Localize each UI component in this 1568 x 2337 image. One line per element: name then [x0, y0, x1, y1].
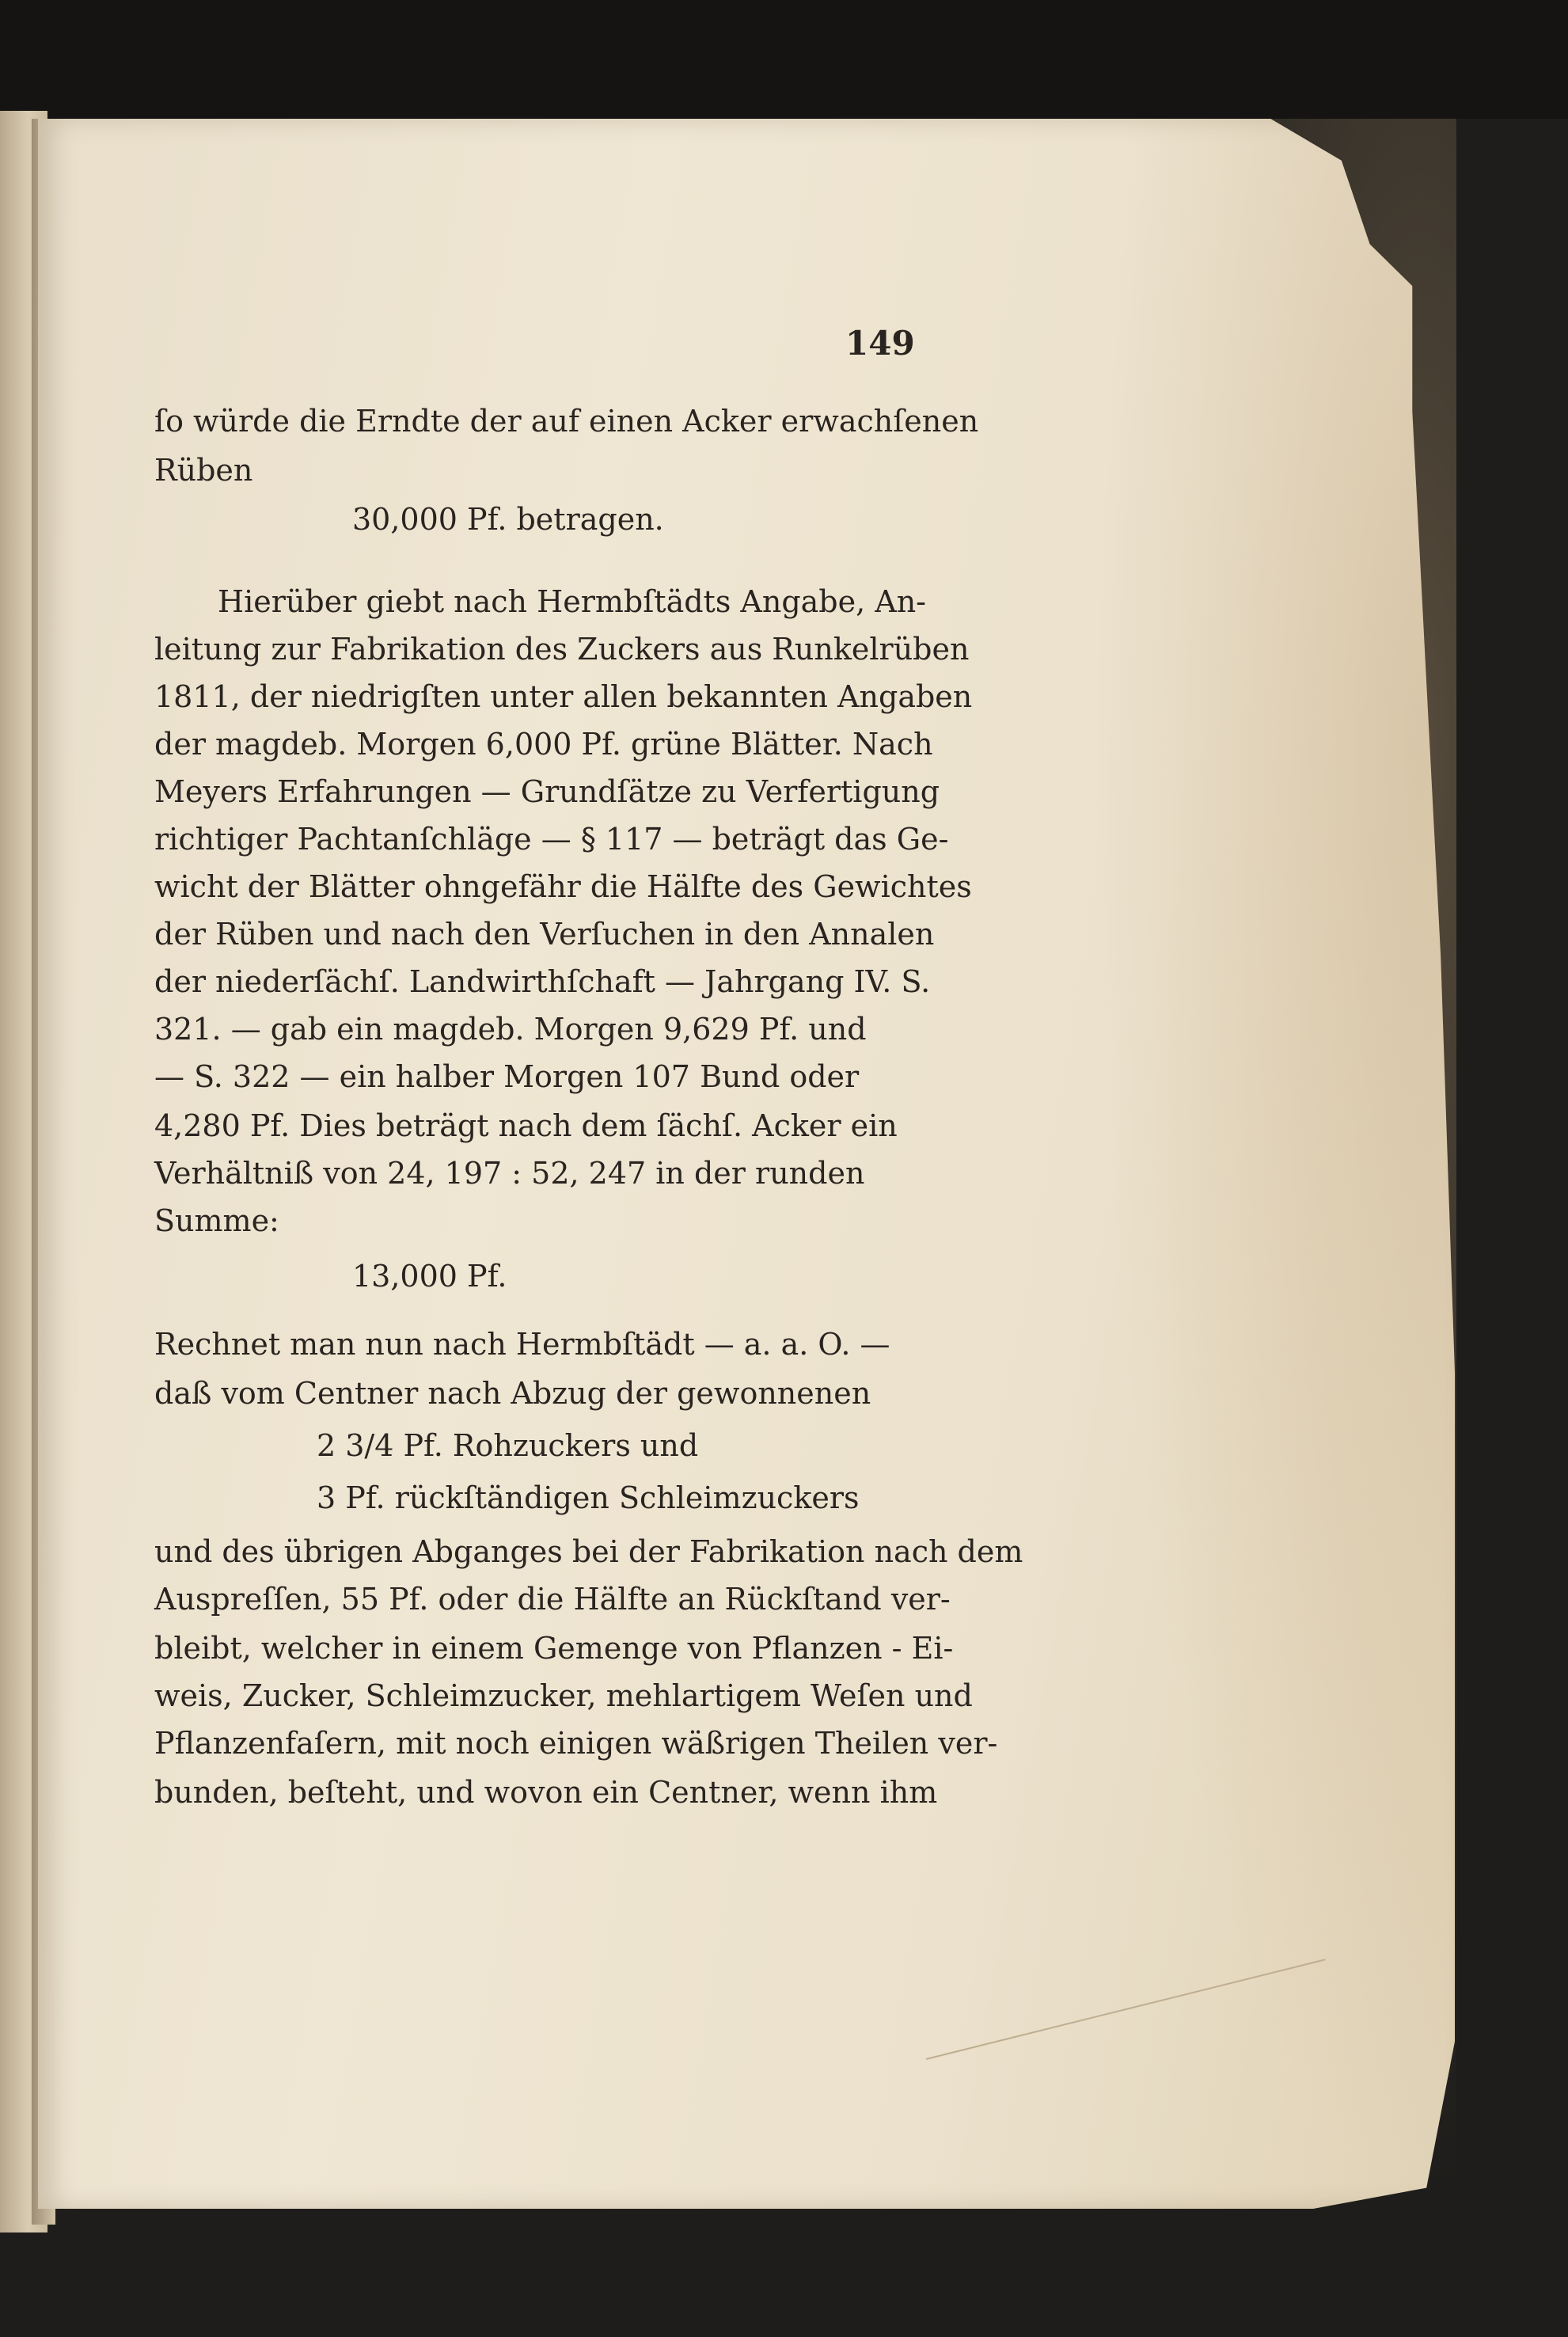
text-line: 4,280 Pf. Dies beträgt nach dem ſächſ. Acker ein: [154, 1108, 898, 1143]
text-line: und des übrigen Abganges bei der Fabrikation nach dem: [154, 1534, 1023, 1569]
text-line: Summe:: [154, 1203, 279, 1238]
text-line: Verhältniß von 24, 197 : 52, 247 in der runden: [154, 1156, 865, 1191]
text-line: Meyers Erfahrungen — Grundſätze zu Verfertigung: [154, 774, 940, 809]
text-line: Rechnet man nun nach Hermbſtädt — a. a. O. —: [154, 1327, 890, 1362]
text-line: leitung zur Fabrikation des Zuckers aus Runkelrüben: [154, 632, 970, 667]
text-line: Rüben: [154, 453, 253, 488]
text-line: der magdeb. Morgen 6,000 Pf. grüne Blätter. Nach: [154, 727, 933, 762]
text-line: 1811, der niedrigſten unter allen bekannten Angaben: [154, 679, 973, 714]
text-line: 13,000 Pf.: [352, 1259, 507, 1294]
text-line: der Rüben und nach den Verſuchen in den Annalen: [154, 917, 935, 952]
text-line: der niederſächſ. Landwirthſchaft — Jahrgang IV. S.: [154, 964, 931, 999]
text-line: daß vom Centner nach Abzug der gewonnenen: [154, 1376, 871, 1411]
background-top: [0, 0, 1568, 119]
text-line: Hierüber giebt nach Hermbſtädts Angabe, An-: [218, 584, 927, 619]
text-line: — S. 322 — ein halber Morgen 107 Bund oder: [154, 1059, 860, 1094]
text-line: richtiger Pachtanſchläge — § 117 — beträgt das Ge-: [154, 822, 949, 857]
text-line: bleibt, welcher in einem Gemenge von Pflanzen - Ei-: [154, 1631, 954, 1666]
text-line: Auspreſſen, 55 Pf. oder die Hälfte an Rückſtand ver-: [154, 1582, 951, 1617]
text-line: 30,000 Pf. betragen.: [352, 502, 664, 537]
text-line: weis, Zucker, Schleimzucker, mehlartigem Weſen und: [154, 1678, 973, 1713]
text-line: 321. — gab ein magdeb. Morgen 9,629 Pf. und: [154, 1012, 867, 1047]
text-line: Pflanzenfaſern, mit noch einigen wäßrigen Theilen ver-: [154, 1726, 998, 1761]
text-line: wicht der Blätter ohngefähr die Hälfte des Gewichtes: [154, 869, 972, 904]
text-line: 3 Pf. rückſtändigen Schleimzuckers: [317, 1480, 860, 1515]
text-line: ſo würde die Erndte der auf einen Acker erwachſenen: [154, 404, 979, 439]
text-line: bunden, beſteht, und wovon ein Centner, wenn ihm: [154, 1775, 938, 1810]
page-number: 149: [845, 324, 915, 363]
text-line: 2 3/4 Pf. Rohzuckers und: [317, 1428, 699, 1463]
